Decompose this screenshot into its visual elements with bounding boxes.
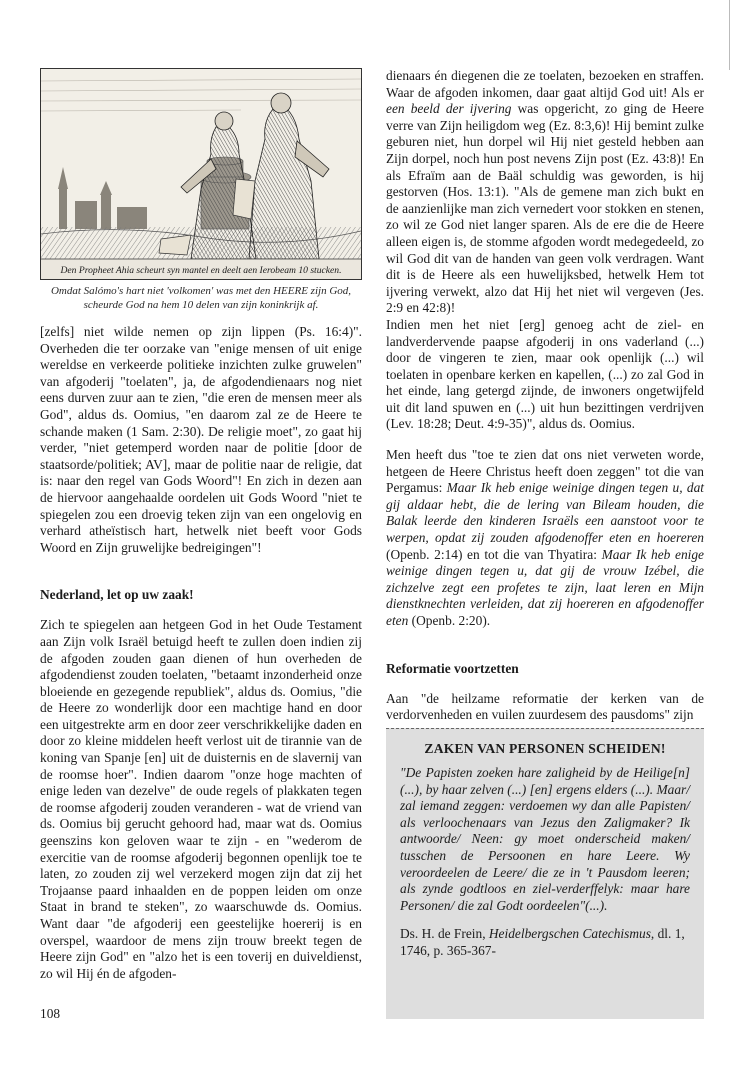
left-paragraph-2: Zich te spiegelen aan hetgeen God in het Oude Testament aan Zijn volk Israël betuigd heeft te zullen doen indien zij de afgoden zouden gaan dienen of hun overheden de afgodendienst zouden toelaten, "betaamt inzonderheid onze bloeiende en gezegende republiek", aldus ds. Oomius, "die de Heere zo wonderlijk door een machtige hand en door een uitgestrekte arm en door zeer verschrikkelijke daden en door zo kleine middelen heeft verlost uit de tirannie van de koning van Spanje [en] uit de duisternis en de slavernij van de roomse hoer". Indien daarom "onze hoge machten of enige leden van dezelve" de oude regels of plakkaten tegen de roomse afgoderij zouden veranderen - wat de vriend van ds. Oomius bij gerucht gehoord had, maar wat ds. Oomius geenszins kon geloven waar te zijn - en "wederom de exercitie van de roomse afgoderij begonnen openlijk toe te laten, zo zouden zij wel verzekerd mogen zijn dat zij het Trojaanse paard inhaalden en de poppen leiden om onze Staat in brand te steken", zo waarschuwde ds. Oomius. Want daar "de afgoderij een geestelijke hoererij is en overspel, waardoor de mens zijn trouw breekt tegen de Heere zijn God" en "alzo het is een toverij en duiveldienst, zo wil Hij én de afgoden- bbox=[40, 617, 362, 981]
source-title: Heidelbergschen Catechismus bbox=[488, 926, 651, 942]
right-p3-text-a: Men heeft dus "toe te zien dat ons niet verweten worde, hetgeen de Heere Christus heeft doen zeggen" tot die van Pergamus: bbox=[386, 447, 704, 496]
quote-box bbox=[386, 728, 704, 1019]
page-number: 108 bbox=[40, 1006, 61, 1021]
engraving-figure bbox=[40, 68, 362, 280]
engraving-caption-text: Den Propheet Ahia scheurt syn mantel en deelt aen Ierobeam 10 stucken. bbox=[60, 265, 342, 276]
right-p3-text-c: (Openb. 2:14) en tot die van Thyatira: bbox=[386, 546, 602, 562]
quote-box-text: "De Papisten zoeken hare zaligheid by de Heilige[n] (...), by haar zelven (...) [en] ergens elders (...). Maar/ zal iemand zeggen: verdoemen wy dan alle Papisten/ als verloochenaars van Jezus den Zaligmaker? Ik antwoorde/ Neen: gy moet onderscheid maken/ tusschen de Persoonen en hare Leere. Wy veroordeelen de Leere/ die ze in 't Pausdom leeren; als zynde godtloos en ziel-verderffelyk: maar hare Personen/ die zal Godt oordeelen"(...). bbox=[400, 765, 690, 913]
right-p1-text-a: dienaars én diegenen die ze toelaten, bezoeken en straffen. Waar de afgoden inkomen, daar gaat altijd God uit! Als er bbox=[386, 68, 704, 100]
left-column bbox=[40, 68, 362, 982]
page-edge-line bbox=[729, 0, 730, 70]
right-paragraph-2: Indien men het niet [erg] genoeg acht de ziel- en landverdervende paapse afgoderij in ons vaderland (...) door de vingeren te zien, maar ook openlijk (...) wil toelaten in openbare kerken en kapellen, (...) zo zal God in het einde, lang getergd zijnde, de inwoners ongetwijfeld uit dit land spuwen en (...) uit hun bezittingen verdrijven (Lev. 18:28; Deut. 4:9-35)", aldus ds. Oomius. bbox=[386, 316, 704, 432]
right-paragraph-3 bbox=[386, 447, 704, 630]
quote-box-title: ZAKEN VAN PERSONEN SCHEIDEN! bbox=[424, 741, 666, 756]
left-paragraph-1: [zelfs] niet wilde nemen op zijn lippen (Ps. 16:4)". Overheden die ter oorzake van "enige mensen of uit enige wereldse en verkeerde politieke inzichten zulke gruwelen" van afgoderij "toelaten", ja, de afgodendienaars nog niet eens durven zuur aan te zien, "die eren de mensen meer als God", aldus ds. Oomius, "en daarom zal ze de Heere te schande maken (1 Sam. 2:30). De religie moet", zo gaat hij verder, "niet getemperd worden naar de politie [door de staatsorde/politiek; AV], maar de politie naar de religie, dat is: naar den regel van Gods Woord"! En zich in dezen aan de hiervoor aangehaalde oordelen uit Gods Woord "niet te spiegelen zou een droevig teken zijn van een ongelovig en verhard atheïstisch hart, hetwelk niet beeft voor Gods Woord en Zijn gruwelijke bedreigingen"! bbox=[40, 324, 362, 555]
heading-reformatie: Reformatie voortzetten bbox=[386, 660, 519, 676]
right-p3-italic-thyatira: Maar Ik heb enige weinige dingen tegen u, dat gij de vrouw Izébel, die zichzelve zegt een profetes te zijn, laat leren en Mijn dienstknechten verleiden, dat zij hoereren en afgodenoffer eten bbox=[386, 546, 704, 628]
heading-nederland: Nederland, let op uw zaak! bbox=[40, 587, 194, 603]
source-author: Ds. H. de Frein, bbox=[400, 926, 489, 942]
right-column bbox=[386, 68, 704, 724]
right-p3-text-e: (Openb. 2:20). bbox=[408, 613, 491, 628]
right-paragraph-1 bbox=[386, 68, 704, 317]
right-paragraph-4: Aan "de heilzame reformatie der kerken van de verdorvenheden en vuilen zuurdesem des pausdoms" zijn bbox=[386, 690, 704, 723]
right-p1-italic: een beeld der ijvering bbox=[386, 101, 512, 117]
right-p1-text-c: was opgericht, zo ging de Heere verre van Zijn heiligdom weg (Ez. 8:3,6)! Hij bemint zulke geburen niet, hun dorpel wil Hij niet gesteld hebben aan Zijn dorpel, noch hun post nevens Zijn post (Ez. 43:8)! En als Efraïm aan de Baäl schuldig was geworden, is hij gestorven (Hos. 13:1). "Als de gemene man zich bukt en de aanzienlijke man zich vernedert voor stokken en stenen, zo wil ze God niet langer sparen. Als de ere die de Heere alleen eigen is, de stomme afgoden wordt medegedeeld, zo wil God dit van de handen van geen volk verdragen. Want dit is de Heere als een huwelijksbed, hetwelk Hem tot ijvering verwekt, alzo dat Hij het niet wil vergeven (Jes. 2:9 en 42:8)! bbox=[386, 101, 705, 316]
source-details: , dl. 1, 1746, p. 365-367- bbox=[400, 926, 685, 958]
engraving-illustration bbox=[41, 69, 361, 279]
quote-box-source bbox=[400, 926, 690, 959]
right-p3-italic-pergamus: Maar Ik heb enige weinige dingen tegen u, dat gij aldaar hebt, die de lering van Bileam houden, die Balak leerde den kinderen Israëls een aanstoot voor te werpen, opdat zij zouden afgodenoffer eten en hoereren bbox=[386, 480, 704, 546]
figure-caption: Omdat Salómo's hart niet 'volkomen' was met den HEERE zijn God, scheurde God na hem 10 delen van zijn koninkrijk af. bbox=[50, 285, 352, 311]
